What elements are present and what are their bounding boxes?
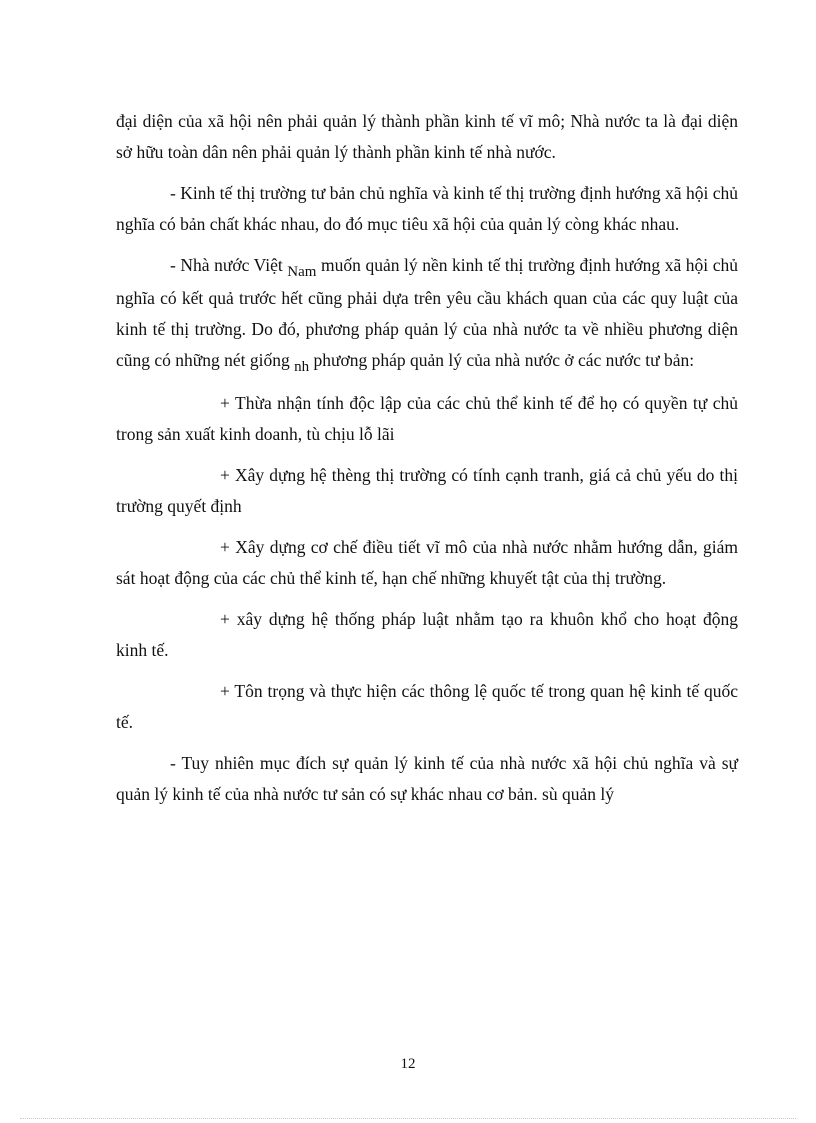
page-bottom-divider (20, 1118, 796, 1119)
text-run-small: nh (294, 359, 310, 375)
paragraph-market-economy: - Kinh tế thị trường tư bản chủ nghĩa và kinh tế thị trường định hướng xã hội chủ nghĩa có bản chất khác nhau, do đó mục tiêu xã hội của quản lý còng khác nhau. (116, 183, 738, 234)
list-item-independence: + Thừa nhận tính độc lập của các chủ thể kinh tế để họ có quyền tự chủ trong sản xuất kinh doanh, tù chịu lỗ lãi (116, 393, 738, 444)
list-item-legal-system: + xây dựng hệ thống pháp luật nhằm tạo ra khuôn khổ cho hoạt động kinh tế. (116, 609, 738, 660)
page-number: 12 (400, 1056, 416, 1072)
body-text (116, 106, 738, 820)
paragraph-vietnam-state (116, 250, 738, 378)
list-item-market-system: + Xây dựng hệ thèng thị trường có tính cạnh tranh, giá cả chủ yếu do thị trường quyết định (116, 465, 738, 516)
text-run: muốn quản lý nền kinh tế thị trường định hướng xã hội chủ nghĩa có kết quả trước hết cũng phải dựa trên yêu cầu khách quan của các quy luật của kinh tế thị trường. Do đó, phương pháp quản lý của nhà nước ta về nhiều phương diện cũng có những nét giống (116, 255, 738, 370)
text-run: phương pháp quản lý của nhà nước ở các nước tư bản: (309, 350, 695, 370)
text-run-small: Nam (287, 264, 317, 280)
paragraph-however: - Tuy nhiên mục đích sự quản lý kinh tế của nhà nước xã hội chủ nghĩa và sự quản lý kinh tế của nhà nước tư sản có sự khác nhau cơ bản. sù quản lý (116, 753, 738, 804)
text-run: - Nhà nước Việt (170, 255, 288, 275)
paragraph-intro: đại diện của xã hội nên phải quản lý thành phần kinh tế vĩ mô; Nhà nước ta là đại diện sở hữu toàn dân nên phải quản lý thành phần kinh tế nhà nước. (116, 111, 738, 162)
list-item-macro-regulation: + Xây dựng cơ chế điều tiết vĩ mô của nhà nước nhằm hướng dẫn, giám sát hoạt động của các chủ thể kinh tế, hạn chế những khuyết tật của thị trường. (116, 537, 738, 588)
list-item-international-practice: + Tôn trọng và thực hiện các thông lệ quốc tế trong quan hệ kinh tế quốc tế. (116, 681, 738, 732)
